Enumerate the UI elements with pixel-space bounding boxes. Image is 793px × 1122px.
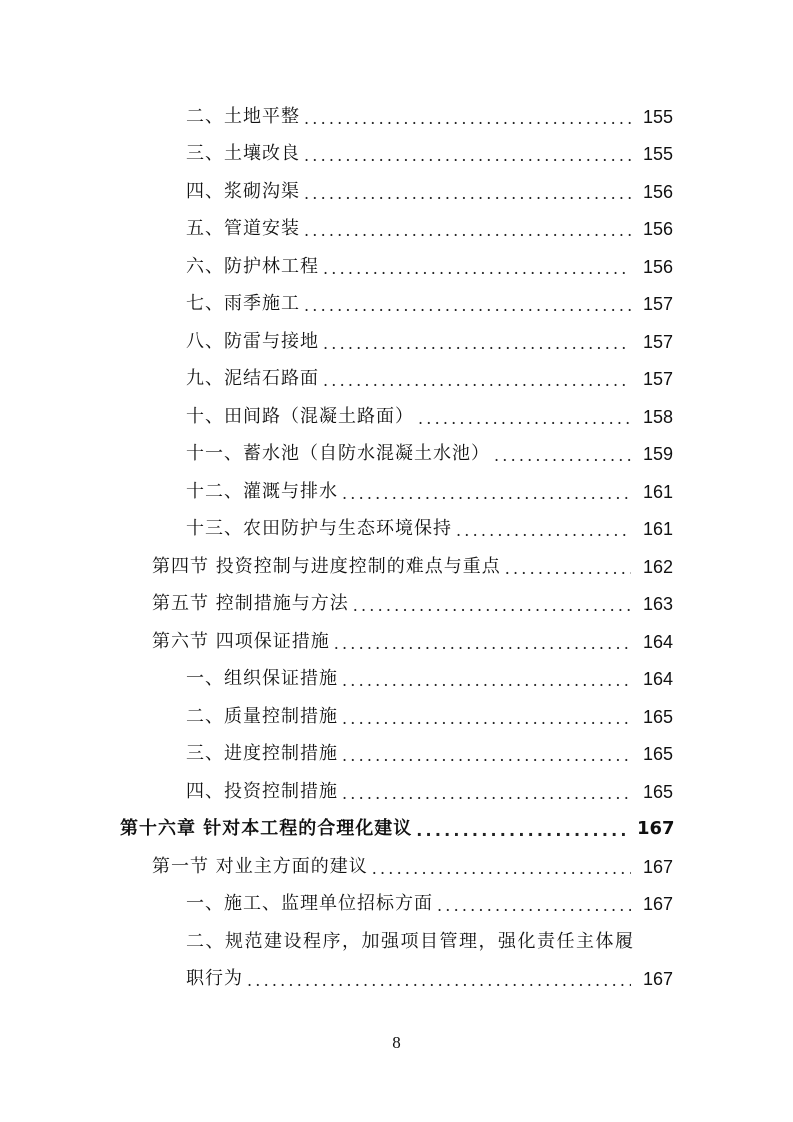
- toc-entry-title: 七、雨季施工: [186, 293, 300, 315]
- toc-entry-title: 一、组织保证措施: [186, 668, 338, 690]
- dot-leader: [437, 898, 631, 914]
- toc-entry[interactable]: [0, 698, 793, 736]
- toc-entry[interactable]: [0, 436, 793, 474]
- toc-section-entry[interactable]: [0, 848, 793, 886]
- toc-entry-title: 六、防护林工程: [186, 255, 319, 277]
- toc-entry-page: 161: [642, 481, 673, 502]
- toc-entry-title: 三、土壤改良: [186, 143, 300, 165]
- toc-entry-title: 第五节 控制措施与方法: [152, 593, 349, 615]
- dot-leader: [342, 486, 631, 502]
- dot-leader: [247, 973, 631, 989]
- toc-entry-title: 二、质量控制措施: [186, 705, 338, 727]
- page-number: 8: [392, 1033, 401, 1052]
- toc-entry-page: 167: [642, 856, 673, 877]
- toc-entry-title: 十二、灌溉与排水: [186, 480, 338, 502]
- toc-entry[interactable]: [0, 173, 793, 211]
- dot-leader: [323, 261, 631, 277]
- toc-entry-page: 156: [642, 181, 673, 202]
- toc-entry-title: 十一、蓄水池（自防水混凝土水池）: [186, 443, 490, 465]
- toc-entry-page: 157: [642, 331, 673, 352]
- toc-entry-page: 163: [642, 594, 673, 615]
- toc-entry-page: 158: [642, 406, 673, 427]
- dot-leader: [456, 523, 631, 539]
- toc-entry-title: 第六节 四项保证措施: [152, 630, 330, 652]
- toc-entry-page: 164: [642, 631, 673, 652]
- toc-entry-title: 二、土地平整: [186, 105, 300, 127]
- toc-entry-title: 九、泥结石路面: [186, 368, 319, 390]
- toc-entry[interactable]: [0, 398, 793, 436]
- toc-entry[interactable]: [0, 211, 793, 249]
- toc-entry[interactable]: [0, 886, 793, 924]
- dot-leader: [323, 373, 631, 389]
- toc-section-entry[interactable]: [0, 586, 793, 624]
- toc-entry[interactable]: [0, 473, 793, 511]
- dot-leader: [342, 786, 631, 802]
- toc-entry-page: 155: [642, 106, 673, 127]
- dot-leader: [304, 186, 631, 202]
- toc-entry-page: 165: [642, 781, 673, 802]
- dot-leader: [304, 148, 631, 164]
- toc-entry-title: 二、规范建设程序，加强项目管理，强化责任主体履: [186, 930, 635, 952]
- toc-chapter-entry[interactable]: [0, 811, 793, 849]
- toc-entry-title: 一、施工、监理单位招标方面: [186, 893, 433, 915]
- dot-leader: [304, 223, 631, 239]
- toc-entry-page: 165: [642, 744, 673, 765]
- dot-leader: [342, 673, 631, 689]
- toc-entry-page: 157: [642, 294, 673, 315]
- dot-leader: [416, 823, 631, 839]
- toc-entry-title: 十、田间路（混凝土路面）: [186, 405, 414, 427]
- toc-entry-page: 159: [642, 444, 673, 465]
- toc-entry-continuation[interactable]: [0, 961, 793, 999]
- dot-leader: [342, 711, 631, 727]
- dot-leader: [342, 748, 631, 764]
- dot-leader: [353, 598, 631, 614]
- toc-entry-title: 四、投资控制措施: [186, 780, 338, 802]
- toc-entry[interactable]: [0, 286, 793, 324]
- toc-entry-page: 155: [642, 144, 673, 165]
- toc-entry[interactable]: [0, 736, 793, 774]
- toc-section-entry[interactable]: [0, 623, 793, 661]
- toc-entry-title: 第四节 投资控制与进度控制的难点与重点: [152, 555, 501, 577]
- table-of-contents: [0, 98, 793, 998]
- toc-entry[interactable]: [0, 361, 793, 399]
- toc-entry-page: 161: [642, 519, 673, 540]
- toc-entry[interactable]: [0, 773, 793, 811]
- toc-entry-title: 三、进度控制措施: [186, 743, 338, 765]
- toc-entry-title: 十三、农田防护与生态环境保持: [186, 518, 452, 540]
- dot-leader: [372, 861, 631, 877]
- toc-entry-page: 162: [642, 556, 673, 577]
- toc-entry-title: 八、防雷与接地: [186, 330, 319, 352]
- dot-leader: [304, 298, 631, 314]
- toc-entry-page: 167: [642, 894, 673, 915]
- toc-entry-page: 156: [642, 219, 673, 240]
- dot-leader: [334, 636, 631, 652]
- toc-entry-page: 164: [642, 669, 673, 690]
- toc-entry-page: 157: [642, 369, 673, 390]
- toc-entry[interactable]: [0, 248, 793, 286]
- toc-entry-title: 第十六章 针对本工程的合理化建议: [120, 818, 413, 840]
- toc-entry[interactable]: [0, 323, 793, 361]
- toc-entry-page: 167: [637, 818, 675, 840]
- toc-section-entry[interactable]: [0, 548, 793, 586]
- dot-leader: [494, 448, 631, 464]
- toc-entry-title: 第一节 对业主方面的建议: [152, 855, 368, 877]
- toc-entry-page: 165: [642, 706, 673, 727]
- toc-entry[interactable]: [0, 98, 793, 136]
- toc-entry[interactable]: [0, 661, 793, 699]
- toc-entry[interactable]: [0, 923, 793, 961]
- toc-entry-title: 职行为: [186, 968, 243, 990]
- dot-leader: [418, 411, 631, 427]
- toc-entry-page: 156: [642, 256, 673, 277]
- dot-leader: [304, 111, 631, 127]
- dot-leader: [323, 336, 631, 352]
- dot-leader: [505, 561, 631, 577]
- toc-entry-title: 四、浆砌沟渠: [186, 180, 300, 202]
- toc-entry[interactable]: [0, 136, 793, 174]
- toc-entry[interactable]: [0, 511, 793, 549]
- toc-entry-page: 167: [642, 969, 673, 990]
- toc-entry-title: 五、管道安装: [186, 218, 300, 240]
